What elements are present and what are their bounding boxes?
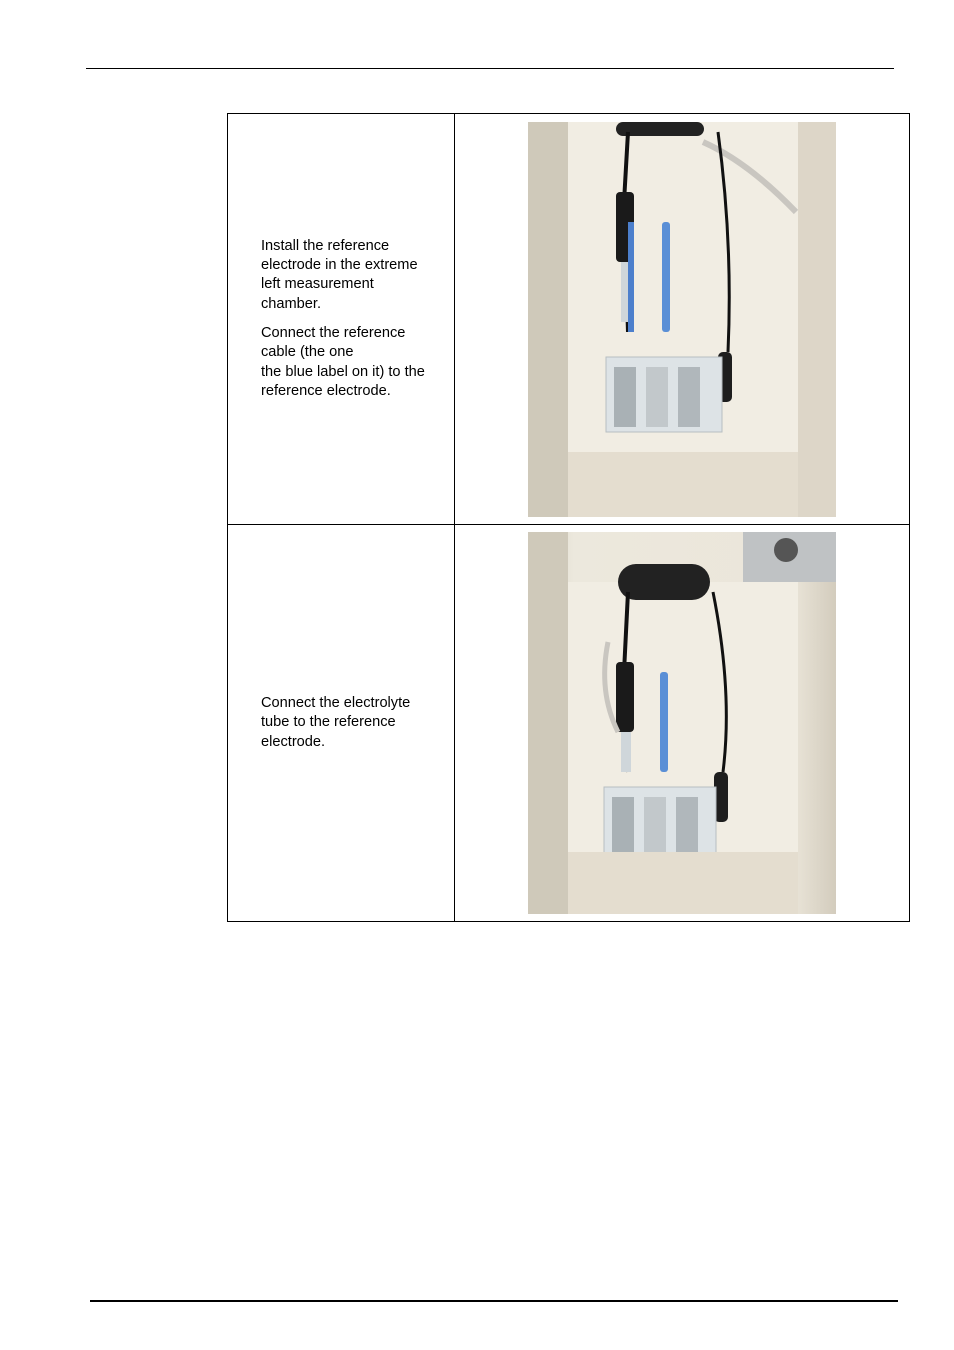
instruction-table xyxy=(227,113,910,922)
footer-rule xyxy=(90,1300,898,1302)
table-row xyxy=(228,114,910,525)
instruction-cell xyxy=(228,525,455,922)
instruction-cell xyxy=(228,114,455,525)
instruction-paragraph: Connect the reference cable (the one the blue label on it) to the reference electrode. xyxy=(261,325,425,399)
photo-cell xyxy=(455,525,910,922)
instruction-paragraph: Install the reference electrode in the extreme left measurement chamber. xyxy=(261,237,418,312)
instruction-text xyxy=(228,237,454,401)
instruction-paragraph: Connect the electrolyte tube to the reference electrode. xyxy=(261,695,411,750)
photo-cell xyxy=(455,114,910,525)
header-rule xyxy=(86,68,894,69)
instruction-text xyxy=(228,694,454,752)
reference-electrode-photo xyxy=(528,122,836,517)
electrolyte-tube-photo xyxy=(528,532,836,914)
table-row xyxy=(228,525,910,922)
